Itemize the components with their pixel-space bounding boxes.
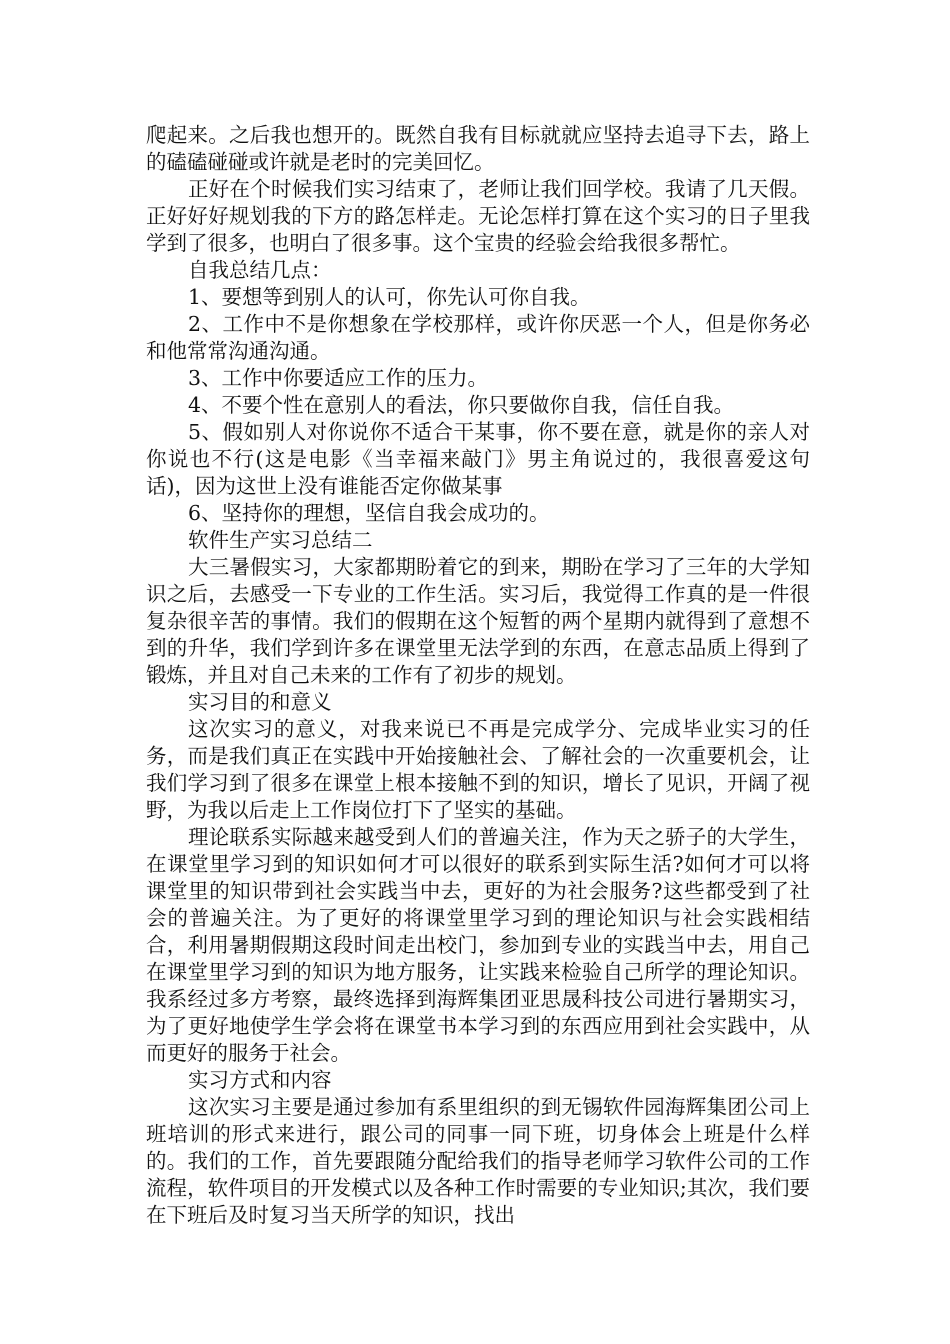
section-heading: 实习方式和内容 <box>188 1068 332 1092</box>
list-item: 3、工作中你要适应工作的压力。 <box>188 366 489 390</box>
document-body <box>146 122 810 1229</box>
paragraph: 正好在个时候我们实习结束了，老师让我们回学校。我请了几天假。正好好好规划我的下方的路怎样走。无论怎样打算在这个实习的日子里我学到了很多，也明白了很多事。这个宝贵的经验会给我很多帮忙。 <box>146 177 810 255</box>
list-item: 6、坚持你的理想，坚信自我会成功的。 <box>188 501 550 525</box>
list-item: 1、要想等到别人的认可，你先认可你自我。 <box>188 285 591 309</box>
paragraph: 大三暑假实习，大家都期盼着它的到来，期盼在学习了三年的大学知识之后，去感受一下专业的工作生活。实习后，我觉得工作真的是一件很复杂很辛苦的事情。我们的假期在这个短暂的两个星期内就得到了意想不到的升华，我们学到许多在课堂里无法学到的东西，在意志品质上得到了锻炼，并且对自己未来的工作有了初步的规划。 <box>146 555 810 687</box>
paragraph: 爬起来。之后我也想开的。既然自我有目标就就应坚持去追寻下去，路上的磕磕碰碰或许就是老时的完美回忆。 <box>146 123 810 174</box>
list-item: 4、不要个性在意别人的看法，你只要做你自我，信任自我。 <box>188 393 735 417</box>
paragraph: 这次实习的意义，对我来说已不再是完成学分、完成毕业实习的任务，而是我们真正在实践中开始接触社会、了解社会的一次重要机会，让我们学习到了很多在课堂上根本接触不到的知识，增长了见识，开阔了视野，为我以后走上工作岗位打下了坚实的基础。 <box>146 717 810 822</box>
paragraph: 理论联系实际越来越受到人们的普遍关注，作为天之骄子的大学生，在课堂里学习到的知识如何才可以很好的联系到实际生活?如何才可以将课堂里的知识带到社会实践当中去，更好的为社会服务?这些都受到了社会的普遍关注。为了更好的将课堂里学习到的理论知识与社会实践相结合，利用暑期假期这段时间走出校门，参加到专业的实践当中去，用自己在课堂里学习到的知识为地方服务，让实践来检验自己所学的理论知识。我系经过多方考察，最终选择到海辉集团亚思晟科技公司进行暑期实习，为了更好地使学生学会将在课堂书本学习到的东西应用到社会实践中，从而更好的服务于社会。 <box>146 825 810 1065</box>
list-item: 5、假如别人对你说你不适合干某事，你不要在意，就是你的亲人对你说也不行(这是电影《当幸福来敲门》男主角说过的，我很喜爱这句话)，因为这世上没有谁能否定你做某事 <box>146 420 810 498</box>
list-item: 2、工作中不是你想象在学校那样，或许你厌恶一个人，但是你务必和他常常沟通沟通。 <box>146 312 810 363</box>
paragraph: 这次实习主要是通过参加有系里组织的到无锡软件园海辉集团公司上班培训的形式来进行，跟公司的同事一同下班，切身体会上班是什么样的。我们的工作，首先要跟随分配给我们的指导老师学习软件公司的工作流程，软件项目的开发模式以及各种工作时需要的专业知识;其次，我们要在下班后及时复习当天所学的知识，找出 <box>146 1095 810 1227</box>
section-heading: 自我总结几点： <box>188 258 332 282</box>
section-heading: 实习目的和意义 <box>188 690 332 714</box>
section-heading: 软件生产实习总结二 <box>188 528 373 552</box>
